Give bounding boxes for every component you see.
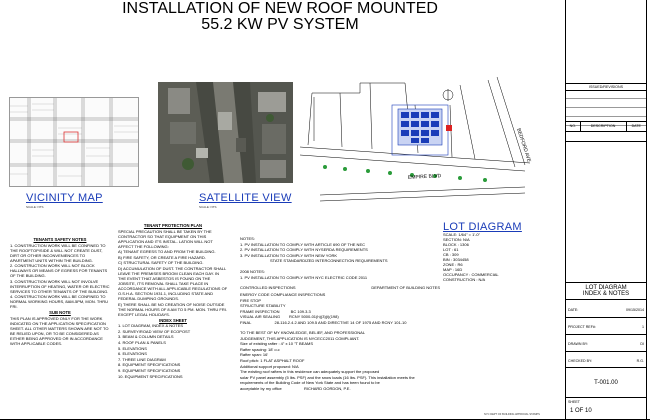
lot-detail: SCALE: 1/64" = 1'-0" <box>443 232 481 237</box>
index-item: 4. ROOF PLAN & PANELS <box>118 339 166 345</box>
north-arrow-icon <box>443 89 453 101</box>
lot-detail: OCCUPANCY : COMMERCIAL <box>443 272 499 277</box>
tenant-protection-item: SPECIAL PRECAUTION SHALL BE TAKEN BY THE CONTRACTOR SO THAT EQUIPMENT ON THIS APPLICATION AND IT'S INSTAL- LATION WILL NOT AFFECT THE FOLLOWING: <box>118 228 213 249</box>
statement-line: Size of existing rafter : 4" x 10 "T BEAMS <box>240 341 314 347</box>
revision-rows <box>566 90 646 141</box>
tenant-safety-item: 3. CONSTRUCTION WORK WILL NOT INVOLVE INTERRUPTION OF HEATING, WATER OR ELECTRIC SERVICES TO OTHER TENANTS OF THE BUILDING. <box>10 278 110 294</box>
statement-line: requirements of the Building Code of New York State and has been found to be <box>240 380 380 386</box>
index-item: 7. THREE LINE DIAGRAM <box>118 356 166 362</box>
controlled-inspections-label: CONTROLLED INSPECTIONS <box>240 284 296 290</box>
statement-line: TO THE BEST OF MY KNOWLEDGE, BELIEF, AND PROFESSIONAL <box>240 329 366 335</box>
drawn-by-row <box>566 334 646 352</box>
drawing-number: T-001.00 <box>594 380 618 386</box>
checked-by-value: R.G. <box>636 359 644 363</box>
satellite-view-caption: SATELLITE VIEW <box>199 192 292 204</box>
tenant-safety-header: TENANTS SAFETY NOTES <box>33 237 87 242</box>
energy-item: STRUCTURE STABILITY <box>240 303 286 309</box>
lot-detail: BIN : 3034458 <box>443 257 469 262</box>
index-item: 3. BEAM & COLUMN DETAILS <box>118 334 174 340</box>
statement-line: Additional support proposed: N/A <box>240 363 299 369</box>
tenant-safety-item: 1. CONSTRUCTION WORK WILL BE CONFINED TO THE ROOFTOP/SIDE & WILL NOT CREATE DUST, DIRT OR OTHER INCONVENIENCES TO APARTMENT UNITS WITHIN THE BUILDING. <box>10 242 106 263</box>
vicinity-map-caption: VICINITY MAP <box>26 192 103 204</box>
inspection-header-row <box>240 285 440 290</box>
street-label-bedford: BEDFORD AVE <box>515 127 532 164</box>
vicinity-map-drawing <box>10 98 138 186</box>
project-ref-row <box>566 317 646 335</box>
energy-item: FRAME INSPECTION BC 109.3.3 <box>240 308 311 314</box>
statement-line: Rafter spacing: 18' o.c <box>240 346 280 352</box>
tenant-protection-header: TENANT PROTECTION PLAN <box>143 223 203 228</box>
sheet-title-line-1: LOT DIAGRAM <box>585 285 627 291</box>
lot-detail: CONSTRUCTION : N/A <box>443 277 486 282</box>
tenant-protection-item: C) STRUCTURAL SAFETY OF THE BUILDING. <box>118 260 204 266</box>
sheet-label: SHEET <box>568 400 580 404</box>
department-notes-label: DEPARTMENT OF BUILDING NOTES <box>371 284 440 290</box>
code-notes-header: 2008 NOTES: <box>240 269 265 275</box>
sheet-value: 1 OF 10 <box>570 408 592 414</box>
index-item: 9. EQUIPMENT SPECIFICATIONS <box>118 367 181 373</box>
satellite-view-scale: SCALE: NTS <box>199 205 217 209</box>
sheet-number-row <box>566 397 646 420</box>
tenant-protection-item: D) ACCUMULATION OF DUST. THE CONTRACTOR SHALL LEAVE THE PREMISES BROOM CLEAN EACH DAY. IN THE EVENT THAT ASBESTOS IS FOUND ON THE JOBSITE, IT'S REMOVAL SHALL TAKE PLACE IN ACCORDANCE WITH ALL APPLICABLE REGULATIONS OF O.S.H.A. SECTION 1931.1, INCLUDING STATE AND FEDERAL DUMPING GROUNDS. <box>118 265 228 301</box>
project-ref-label: PROJECT REF#: <box>568 325 596 329</box>
satellite-view <box>158 82 293 183</box>
revision-header-row <box>566 121 646 132</box>
tenant-safety-item: 2. CONSTRUCTION WORK WILL NOT BLOCK HALLWAYS OR MEANS OF EGRESS FOR TENANTS OF THE BUILDING. <box>10 263 108 279</box>
tenant-safety-item: 4. CONSTRUCTION WORK WILL BE CONFINED TO NORMAL WORKING HOURS, 8AM-5PM, MON. THRU FRI. <box>10 294 109 310</box>
col-description: DESCRIPTION <box>581 122 627 131</box>
general-note-item: STATE STANDARDIZED INTERCONNECTION REQUIREMENTS <box>270 258 388 264</box>
lot-detail: SECTION: N/A <box>443 237 470 242</box>
date-row <box>566 299 646 318</box>
tenant-protection-plan <box>118 223 228 379</box>
lot-detail: ZONE : R6 <box>443 262 463 267</box>
sub-note-text: THIS PLAN IS APPROVED ONLY FOR THE WORK INDICATED ON THE APPLICATION SPECIFICATION SHEET. ALL OTHER MATTERS SHOWN ARE NOT TO BE RELIED UPON, OR TO BE CONSIDERED AS EITHER BEING APPROVED OR IN ACCORDANCE WITH APPLICABLE CODES. <box>10 315 109 346</box>
index-sheet-header: INDEX SHEET <box>159 317 187 323</box>
general-note-item: 2. PV INSTALLATION TO COMPLY WITH NYSERDA REQUIREMENTS <box>240 247 368 253</box>
drawn-by-value: DI <box>640 342 644 346</box>
lot-detail: LOT : 61 <box>443 247 459 252</box>
statement-line: acceptable by my office RICHARD GORDON, P.E. <box>240 385 351 391</box>
col-date: DATE <box>631 124 641 128</box>
general-note-item: 1. PV INSTALLATION TO COMPLY WITH ARTICLE 690 OF THE NEC <box>240 241 365 247</box>
project-ref-value: 1 <box>642 325 644 329</box>
statement-line: Rafter span: 16' <box>240 352 269 358</box>
lot-diagram-caption: LOT DIAGRAM <box>443 221 522 233</box>
tenant-protection-item: E) THERE SHALL BE NO CREATION OF NOISE OUTSIDE THE NORMAL HOURS OF 8 AM TO 5 PM. MON. THRU FRI. EXCEPT LEGAL HOLIDAYS. <box>118 301 227 317</box>
lot-detail: MAP : 16D <box>443 267 463 272</box>
index-item: 5. ELEVATIONS <box>118 345 147 351</box>
drawing-title-line-2: 55.2 KW PV SYSTEM <box>201 16 359 33</box>
energy-item: FINAL 28-116.2.4.2 AND 109.5 AND DIRECTIVE 14 OF 1975 AND RCNY 101-10 <box>240 319 407 325</box>
checked-by-label: CHECKED BY: <box>568 359 593 363</box>
vicinity-map <box>9 97 139 187</box>
sub-note-header: SUB NOTE <box>49 310 71 316</box>
drawn-by-label: DRAWN BY: <box>568 342 589 346</box>
general-note-item: 3. PV INSTALLATION TO COMPLY WITH NEW YORK <box>240 252 338 258</box>
code-note-item: 1. PV INSTALLATION TO COMPLY WITH NYC ELECTRIC CODE 2011 <box>240 274 368 280</box>
index-item: 6. ELEVATIONS <box>118 351 147 357</box>
date-value: 09/15/2014 <box>626 308 644 312</box>
title-block-border-right <box>646 0 647 420</box>
date-label: DATE: <box>568 308 579 312</box>
index-item: 2. SURVEY/ROAD VIEW OF ECOPOST <box>118 328 191 334</box>
satellite-image <box>158 82 293 183</box>
index-item: 10. EQUIPMENT SPECIFICATIONS <box>118 373 183 379</box>
index-item: 1. LOT DIAGRAM, INDEX & NOTES <box>118 323 184 329</box>
energy-item: FIRE STOP <box>240 297 262 303</box>
general-notes-header: NOTES: <box>240 236 255 241</box>
tenant-safety-notes <box>10 237 110 347</box>
drawing-title-line-1: INSTALLATION OF NEW ROOF MOUNTED <box>122 0 438 17</box>
checked-by-row <box>566 351 646 368</box>
energy-item: ENERGY CODE COMPLIANCE INSPECTIONS <box>240 291 326 297</box>
statement-line: JUDGEMENT, THIS APPLICATION IS NYCECC2011 COMPLIANT. <box>240 335 360 341</box>
energy-item: VISUAL AIR SEALING RCNY 5000-01(h)(3)(i)(198) <box>240 314 339 320</box>
statement-line: Roof pitch: 1 FLAT ASPHALT ROOF <box>240 357 305 363</box>
lot-detail: CB : 309 <box>443 252 459 257</box>
statement-line: The existing roof rafters in this residence can adequately support the proposed <box>240 369 380 375</box>
col-no: NO. <box>566 122 581 131</box>
vicinity-map-scale: SCALE: NTS <box>26 205 44 209</box>
tenant-protection-item: A) TENANT EGRESS TO AND FROM THE BUILDING. <box>118 249 216 255</box>
issued-revisions-label: ISSUED/REVISIONS <box>566 84 646 91</box>
sheet-title-line-2: INDEX & NOTES <box>582 291 630 297</box>
lot-detail: BLOCK : 1306 <box>443 242 469 247</box>
drawing-number-row <box>566 367 646 398</box>
approval-stamps-note: NYC DEPT OF BUILDING APPROVAL STAMPS <box>484 413 540 416</box>
pe-statement <box>240 330 470 391</box>
general-notes <box>240 236 470 391</box>
tenant-protection-item: B) FIRE SAFETY, OR CREATE A FIRE HAZARD. <box>118 254 206 260</box>
revisions-table <box>566 83 646 142</box>
equipment-marker <box>446 125 452 131</box>
statement-line: solar PV panel assembly (5 lbs. PSF) and the snow loads (16 lbs. PSF). This installation meets the <box>240 374 415 380</box>
street-label-empire: EMPIRE BLVD <box>407 173 442 181</box>
index-item: 8. EQUIPMENT SPECIFICATIONS <box>118 362 181 368</box>
